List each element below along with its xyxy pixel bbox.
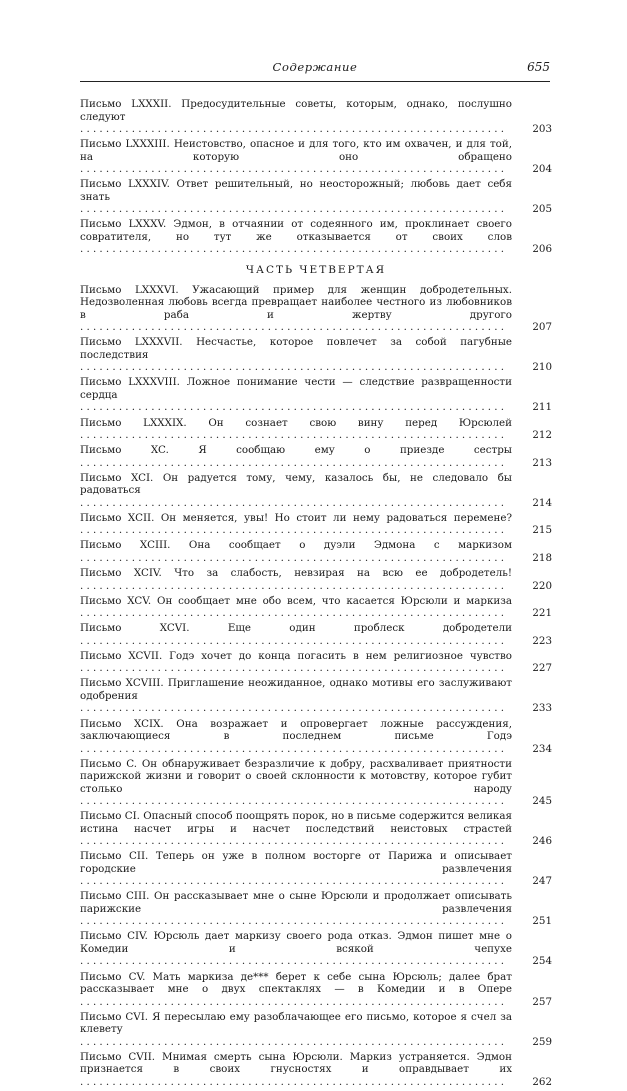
toc-entry <box>80 138 552 176</box>
toc-entry-text: Письмо C. Он обнаруживает безразличие к добру, расхваливает приятности парижской жизни и говорит о своей склонности к мотовству, которое губит столько народу <box>80 757 512 795</box>
toc-entry-text: Письмо LXXXIX. Он сознает свою вину перед Юрсюлей <box>80 416 512 429</box>
toc-entry <box>80 650 552 675</box>
toc-entry-page: 247 <box>532 875 552 888</box>
toc-entry-page: 245 <box>532 795 552 808</box>
toc-entry-text: Письмо CV. Мать маркиза де*** берет к себе сына Юрсюль; далее брат рассказывает мне о двух спектаклях — в Комедии и в Опере <box>80 970 512 996</box>
toc-entry-text: Письмо LXXXVI. Ужасающий пример для женщин добродетельных. Недозволенная любовь всегда превращает наиболее честного из любовников в раба и жертву другого <box>80 283 512 321</box>
toc-entry <box>80 98 552 136</box>
toc-entry-text: Письмо XCIV. Что за слабость, невзирая на всю ее добродетель! <box>80 567 512 580</box>
toc-entry-text: Письмо XCIX. Она возражает и опровергает ложные рассуждения, заключающиеся в последнем письме Годэ <box>80 717 512 742</box>
toc-entry-page: 223 <box>532 634 552 647</box>
toc-entry-text: Письмо XCVIII. Приглашение неожиданное, однако мотивы его заслуживают одобрения <box>80 677 512 702</box>
dot-leader: .................................................................. <box>80 456 508 469</box>
toc-entry <box>80 472 552 510</box>
toc-group-part-four <box>80 284 552 1088</box>
toc-entry-text: Письмо XCVI. Еще один проблеск добродетели <box>80 622 512 635</box>
toc-entry <box>80 1051 552 1089</box>
toc-entry-text: Письмо XC. Я сообщаю ему о приезде сестры <box>80 444 512 457</box>
toc-entry <box>80 677 552 715</box>
dot-leader: .................................................................. <box>80 579 508 592</box>
table-of-contents <box>80 98 552 1091</box>
dot-leader: .................................................................. <box>80 123 508 135</box>
toc-entry-page: 213 <box>532 456 552 469</box>
toc-entry <box>80 539 552 564</box>
toc-entry <box>80 284 552 334</box>
dot-leader: .................................................................. <box>80 662 508 675</box>
dot-leader: .................................................................. <box>80 702 508 715</box>
dot-leader: .................................................................. <box>80 524 508 537</box>
toc-entry-page: 211 <box>532 401 552 414</box>
toc-entry-text: Письмо XCI. Он радуется тому, чему, казалось бы, не следовало бы радоваться <box>80 471 512 497</box>
toc-entry <box>80 417 552 442</box>
dot-leader: .................................................................. <box>80 1035 508 1048</box>
dot-leader: .................................................................. <box>80 795 508 808</box>
toc-entry <box>80 336 552 374</box>
running-header <box>80 60 550 78</box>
toc-entry-text: Письмо LXXXIV. Ответ решительный, но неосторожный; любовь дает себя знать <box>80 178 512 203</box>
toc-entry <box>80 850 552 888</box>
dot-leader: .................................................................. <box>80 955 508 968</box>
toc-entry-page: 218 <box>532 551 552 564</box>
dot-leader: .................................................................. <box>80 321 508 334</box>
dot-leader: .................................................................. <box>80 742 508 755</box>
toc-entry-page: 251 <box>532 915 552 928</box>
toc-entry <box>80 971 552 1009</box>
toc-entry-text: Письмо CI. Опасный способ поощрять порок, но в письме содержится великая истина насчет игры и насчет последствий неистовых страстей <box>80 810 512 835</box>
toc-entry <box>80 718 552 756</box>
toc-entry <box>80 444 552 469</box>
toc-entry-page: 259 <box>532 1035 552 1048</box>
toc-entry-page: 221 <box>532 607 552 620</box>
dot-leader: .................................................................. <box>80 634 508 647</box>
page-number: 655 <box>527 60 550 74</box>
dot-leader: .................................................................. <box>80 915 508 928</box>
toc-entry <box>80 622 552 647</box>
dot-leader: .................................................................. <box>80 243 508 256</box>
toc-entry <box>80 512 552 537</box>
toc-entry-page: 206 <box>532 243 552 256</box>
toc-entry <box>80 218 552 256</box>
toc-entry-text: Письмо XCIII. Она сообщает о дуэли Эдмона с маркизом <box>80 539 512 552</box>
toc-entry-text: Письмо CVII. Мнимая смерть сына Юрсюли. Маркиз устраняется. Эдмон признается в своих гнусностях и оправдывает их <box>80 1050 512 1076</box>
toc-entry-page: 220 <box>532 579 552 592</box>
toc-entry-text: Письмо LXXXII. Предосудительные советы, которым, однако, послушно следуют <box>80 98 512 123</box>
toc-entry-page: 207 <box>532 321 552 334</box>
toc-entry-page: 234 <box>532 742 552 755</box>
toc-entry-text: Письмо LXXXIII. Неистовство, опасное и для того, кто им охвачен, и для той, на которую оно обращено <box>80 138 512 163</box>
toc-entry-text: Письмо CII. Теперь он уже в полном восторге от Парижа и описывает городские развлечения <box>80 850 512 875</box>
toc-entry-text: Письмо CIII. Он рассказывает мне о сыне Юрсюли и продолжает описывать парижские развлечения <box>80 890 512 915</box>
toc-entry-page: 205 <box>532 203 552 216</box>
toc-entry-text: Письмо LXXXVII. Несчастье, которое повлечет за собой пагубные последствия <box>80 336 512 361</box>
toc-entry-page: 246 <box>532 835 552 848</box>
toc-entry-page: 257 <box>532 995 552 1008</box>
dot-leader: .................................................................. <box>80 607 508 620</box>
toc-entry-text: Письмо XCV. Он сообщает мне обо всем, что касается Юрсюли и маркиза <box>80 594 512 607</box>
dot-leader: .................................................................. <box>80 203 508 216</box>
dot-leader: .................................................................. <box>80 401 508 414</box>
dot-leader: .................................................................. <box>80 163 508 176</box>
toc-entry-text: Письмо CIV. Юрсюль дает маркизу своего рода отказ. Эдмон пишет мне о Комедии и всякой чепухе <box>80 930 512 955</box>
toc-entry-page: 214 <box>532 496 552 509</box>
toc-entry-text: Письмо CVI. Я пересылаю ему разоблачающее его письмо, которое я счел за клевету <box>80 1010 512 1036</box>
toc-entry-page: 233 <box>532 702 552 715</box>
toc-entry-text: Письмо XCII. Он меняется, увы! Но стоит ли нему радоваться перемене? <box>80 511 512 524</box>
toc-entry <box>80 758 552 808</box>
header-title: Содержание <box>272 60 358 74</box>
dot-leader: .................................................................. <box>80 429 508 442</box>
toc-entry-page: 262 <box>532 1075 552 1088</box>
toc-entry-page: 212 <box>532 429 552 442</box>
header-rule <box>80 81 550 82</box>
dot-leader: .................................................................. <box>80 361 508 374</box>
section-heading: ЧАСТЬ ЧЕТВЕРТАЯ <box>245 263 387 276</box>
dot-leader: .................................................................. <box>80 875 508 888</box>
toc-group-continued <box>80 98 552 256</box>
dot-leader: .................................................................. <box>80 551 508 564</box>
toc-entry <box>80 567 552 592</box>
toc-entry-page: 254 <box>532 955 552 968</box>
toc-entry-page: 210 <box>532 361 552 374</box>
dot-leader: .................................................................. <box>80 835 508 848</box>
toc-entry <box>80 178 552 216</box>
toc-entry-page: 204 <box>532 163 552 176</box>
toc-entry-page: 203 <box>532 123 552 135</box>
dot-leader: .................................................................. <box>80 995 508 1008</box>
toc-entry-text: Письмо LXXXVIII. Ложное понимание чести — следствие развращенности сердца <box>80 376 512 401</box>
dot-leader: .................................................................. <box>80 496 508 509</box>
toc-entry <box>80 1011 552 1049</box>
toc-entry <box>80 595 552 620</box>
toc-entry <box>80 930 552 968</box>
dot-leader: .................................................................. <box>80 1075 508 1088</box>
toc-entry <box>80 890 552 928</box>
toc-entry-text: Письмо XCVII. Годэ хочет до конца погасить в нем религиозное чувство <box>80 649 512 662</box>
toc-entry-page: 215 <box>532 524 552 537</box>
toc-entry <box>80 376 552 414</box>
toc-entry-text: Письмо LXXXV. Эдмон, в отчаянии от содеянного им, проклинает своего совратителя, но тут же отказывается от своих слов <box>80 218 512 243</box>
toc-entry <box>80 810 552 848</box>
toc-entry-page: 227 <box>532 662 552 675</box>
